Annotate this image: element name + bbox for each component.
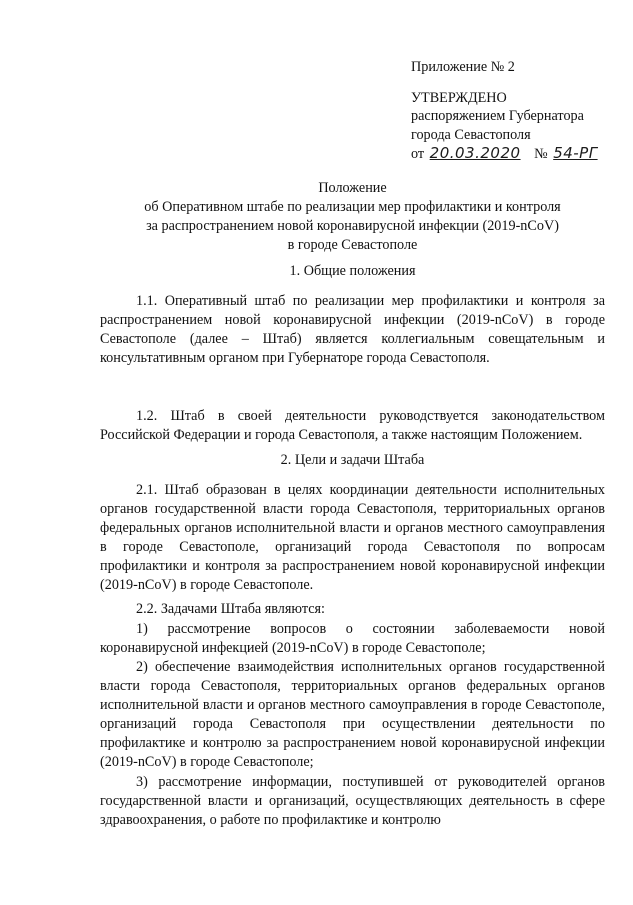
number-prefix: № <box>534 146 548 162</box>
paragraph-1-2: 1.2. Штаб в своей деятельности руководствуется законодательством Российской Федерации и города Севастополя, а также настоящим Положением. <box>100 408 605 444</box>
paragraph-2-2: 2.2. Задачами Штаба являются: <box>136 601 325 617</box>
order-date: 20.03.2020 <box>429 144 521 162</box>
paragraph-1-1: 1.1. Оперативный штаб по реализации мер профилактики и контроля за распространением новой коронавирусной инфекции (2019-nCoV) в городе Севастополе (далее – Штаб) является коллегиальным совещательным и консультативным органом при Губернаторе города Севастополя. <box>100 293 605 367</box>
annex-number: Приложение № 2 <box>411 59 515 75</box>
section-2-heading: 2. Цели и задачи Штаба <box>280 452 425 468</box>
paragraph-2-1: 2.1. Штаб образован в целях координации деятельности исполнительных органов государственной власти города Севастополя, территориальных органов федеральных органов исполнительной власти и органов местного самоуправления в городе Севастополе, организаций города Севастополя по вопросам профилактики и контроля за распространением новой коронавирусной инфекции (2019-nCoV) в городе Севастополе. <box>100 482 605 594</box>
list-item-1: 1) рассмотрение вопросов о состоянии заболеваемости новой коронавирусной инфекцией (2019-nCoV) в городе Севастополе; <box>100 621 605 657</box>
title-line-2: об Оперативном штабе по реализации мер профилактики и контроля <box>144 199 561 215</box>
list-item-3: 3) рассмотрение информации, поступившей от руководителей органов государственной власти и организаций, осуществляющих деятельность в сфере здравоохранения, о работе по профилактике и контролю <box>100 774 605 829</box>
approval-stamp <box>411 58 621 164</box>
approved-by: распоряжением Губернатора <box>411 108 584 124</box>
title-line-1: Положение <box>318 180 387 196</box>
title-line-4: в городе Севастополе <box>287 237 418 253</box>
approved-label: УТВЕРЖДЕНО <box>411 89 507 106</box>
document-title <box>100 179 605 255</box>
section-1-heading: 1. Общие положения <box>289 263 416 279</box>
date-prefix: от <box>411 146 425 162</box>
approved-city: города Севастополя <box>411 126 531 143</box>
order-date-number <box>411 144 621 164</box>
list-item-2: 2) обеспечение взаимодействия исполнительных органов государственной власти города Севастополя, территориальных органов федеральных органов исполнительной власти и органов местного самоуправления в городе Севастополе, организаций города Севастополя при осуществлении деятельности по профилактике и контролю за распространением новой коронавирусной инфекции (2019-nCoV) в городе Севастополе; <box>100 659 605 771</box>
order-number: 54-РГ <box>553 144 598 162</box>
title-line-3: за распространением новой коронавирусной инфекции (2019-nCoV) <box>146 218 559 234</box>
